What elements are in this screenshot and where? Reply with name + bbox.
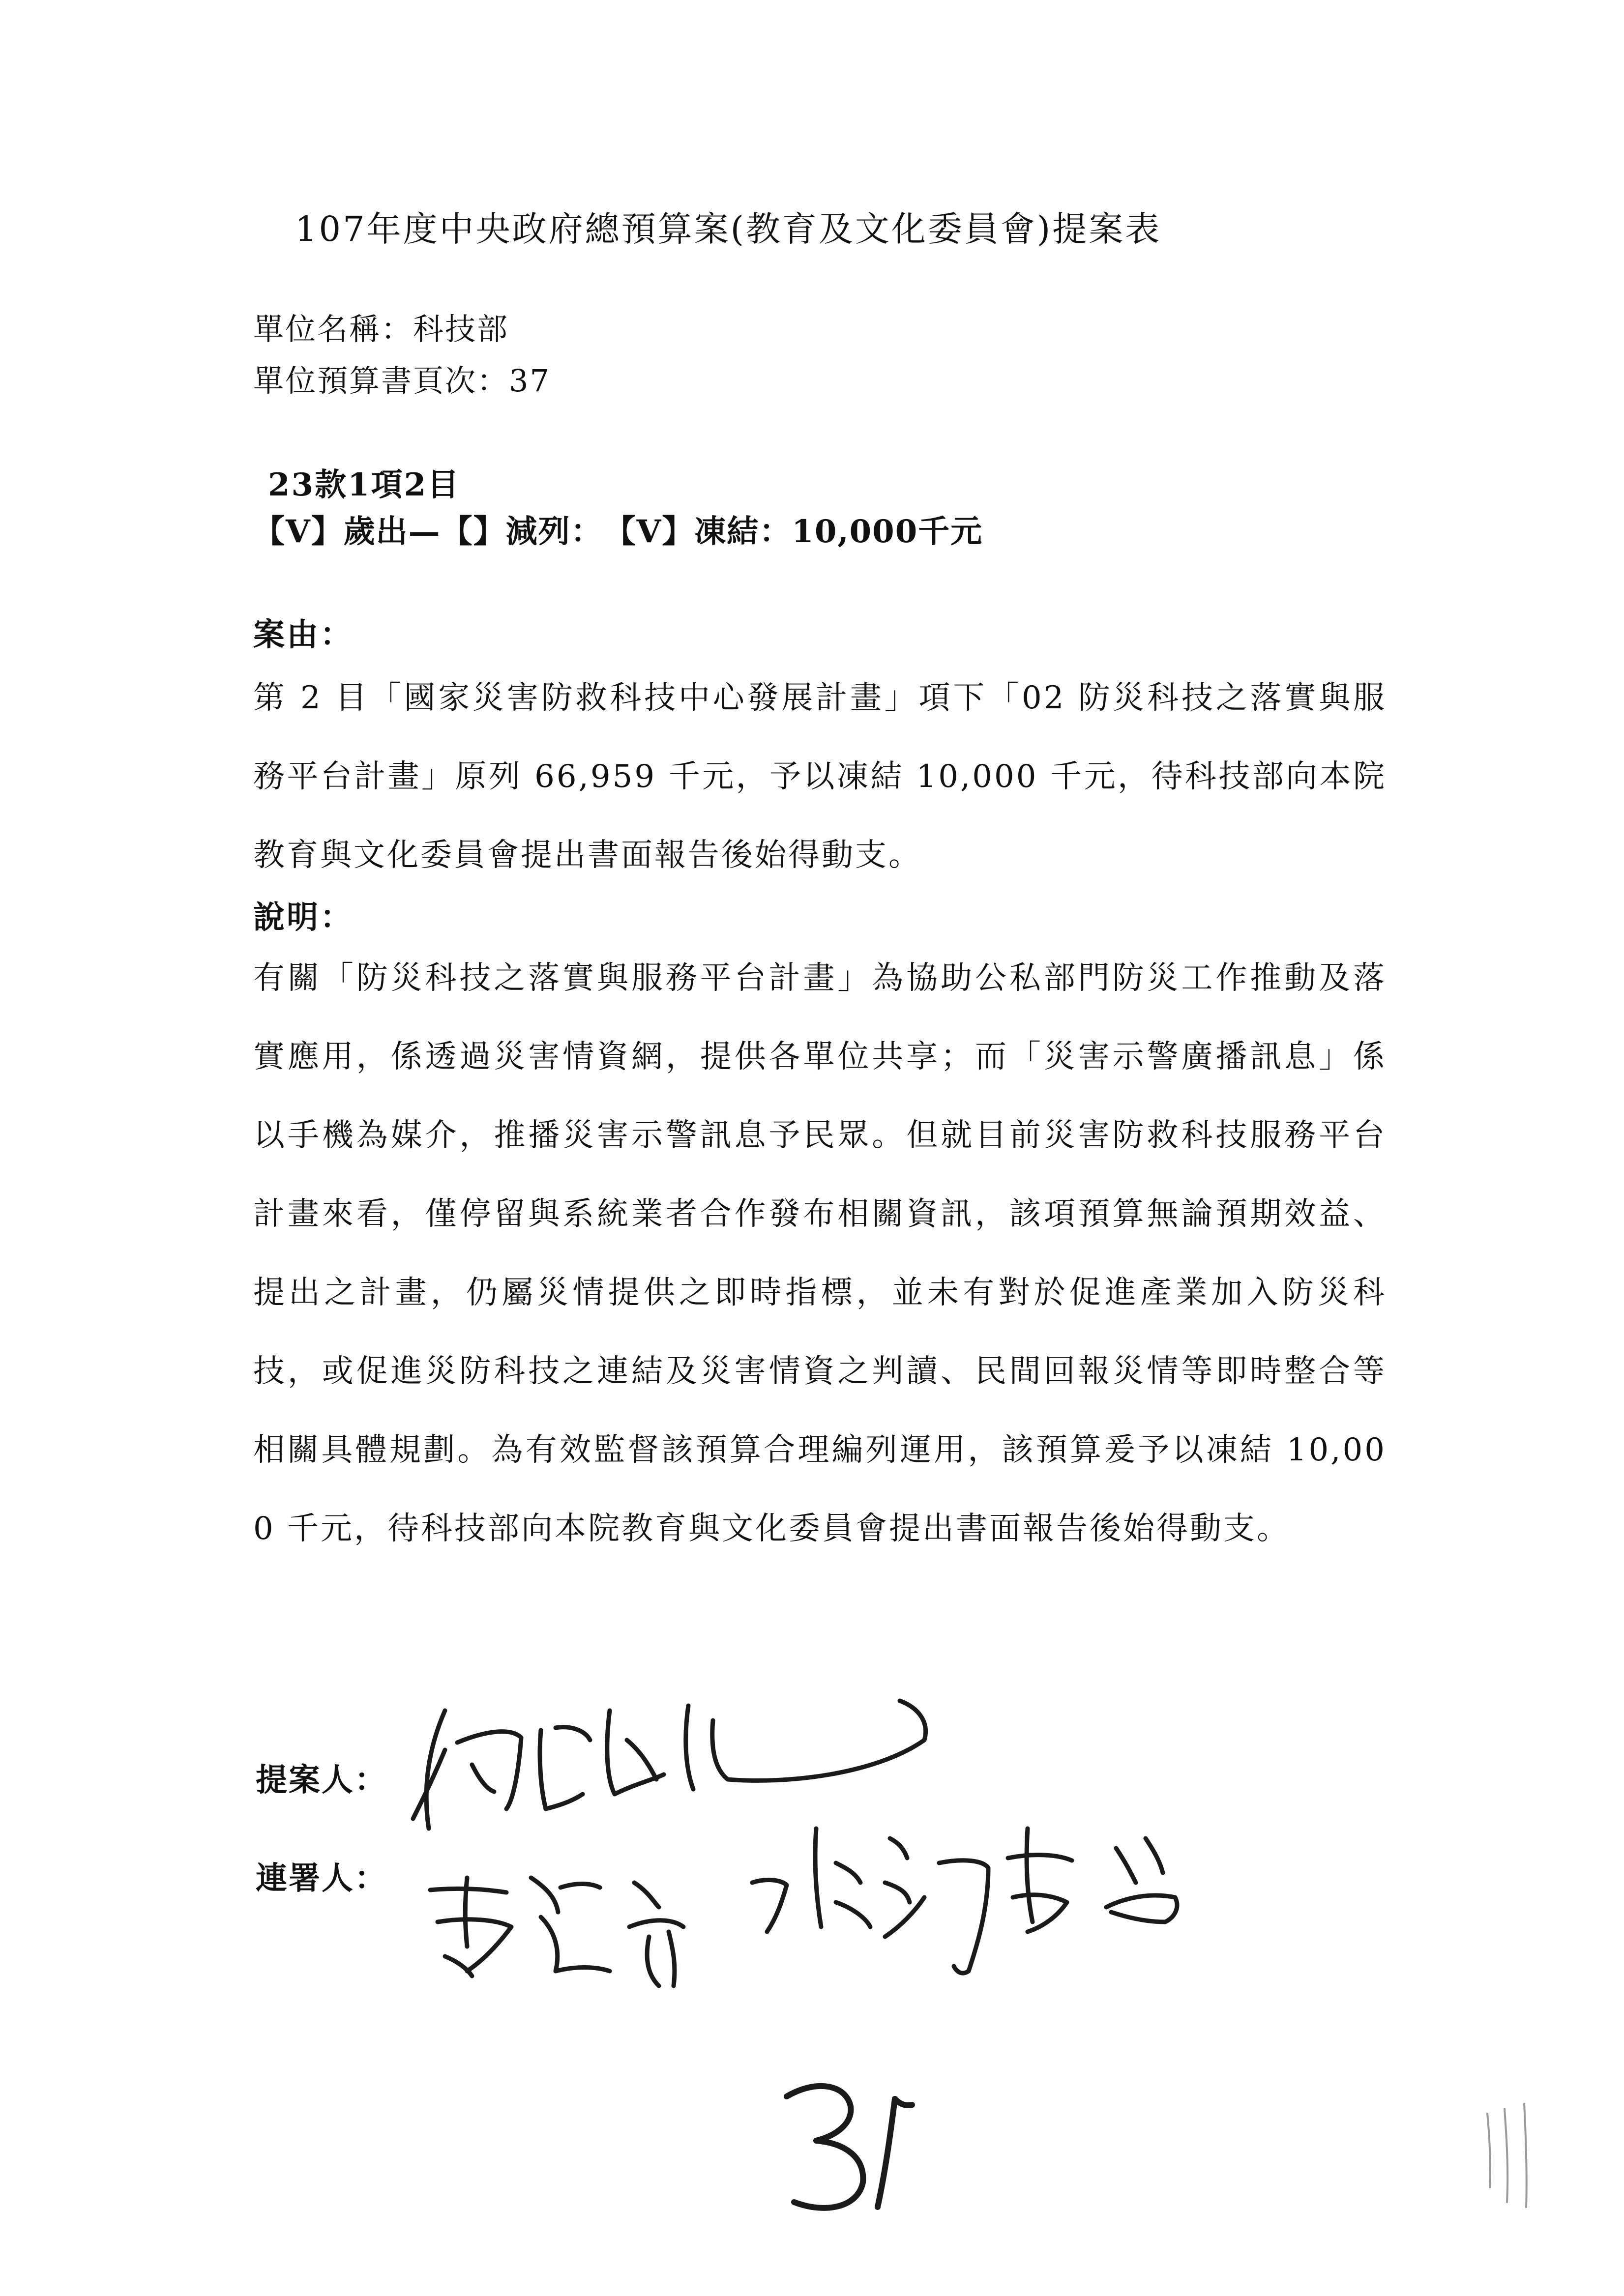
scan-artifact [1487,2104,1527,2207]
cosigner-label: 連署人： [256,1860,387,1897]
cosigner-signature-2 [752,1829,1177,1973]
handwritten-page-number [787,2086,912,2208]
unit-name: 單位名稱：科技部 [253,311,509,347]
explanation-heading: 說明： [253,899,354,936]
page-title: 107年度中央政府總預算案(教育及文化委員會)提案表 [295,209,1162,249]
reason-heading: 案由： [253,616,354,653]
reason-text: 第 2 目「國家災害防救科技中心發展計畫」項下「02 防災科技之落實與服務平台計畫」原列 66,959 千元，予以凍結 10,000 千元，待科技部向本院教育與文化委員會提出書面報告後始得動支。 [253,680,1387,873]
budget-page-number: 單位預算書頁次：37 [253,363,551,399]
proposer-label: 提案人： [256,1762,387,1799]
budget-line: 【V】歲出—【】減列： 【V】凍結：10,000千元 [253,513,983,550]
explanation-text: 有關「防災科技之落實與服務平台計畫」為協助公私部門防災工作推動及落實應用，係透過災害情資網，提供各單位共享；而「災害示警廣播訊息」係以手機為媒介，推播災害示警訊息予民眾。但就目前災害防救科技服務平台計畫來看，僅停留與系統業者合作發布相關資訊，該項預算無論預期效益、提出之計畫，仍屬災情提供之即時指標，並未有對於促進產業加入防災科技，或促進災防科技之連結及災害情資之判讀、民間回報災情等即時整合等相關具體規劃。為有效監督該預算合理編列運用，該預算爰予以凍結 10,000 千元，待科技部向本院教育與文化委員會提出書面報告後始得動支。 [253,960,1387,1547]
proposer-signature [413,1701,926,1829]
cosigner-signature-1 [430,1878,683,1986]
item-code: 23款1項2目 [268,466,461,503]
